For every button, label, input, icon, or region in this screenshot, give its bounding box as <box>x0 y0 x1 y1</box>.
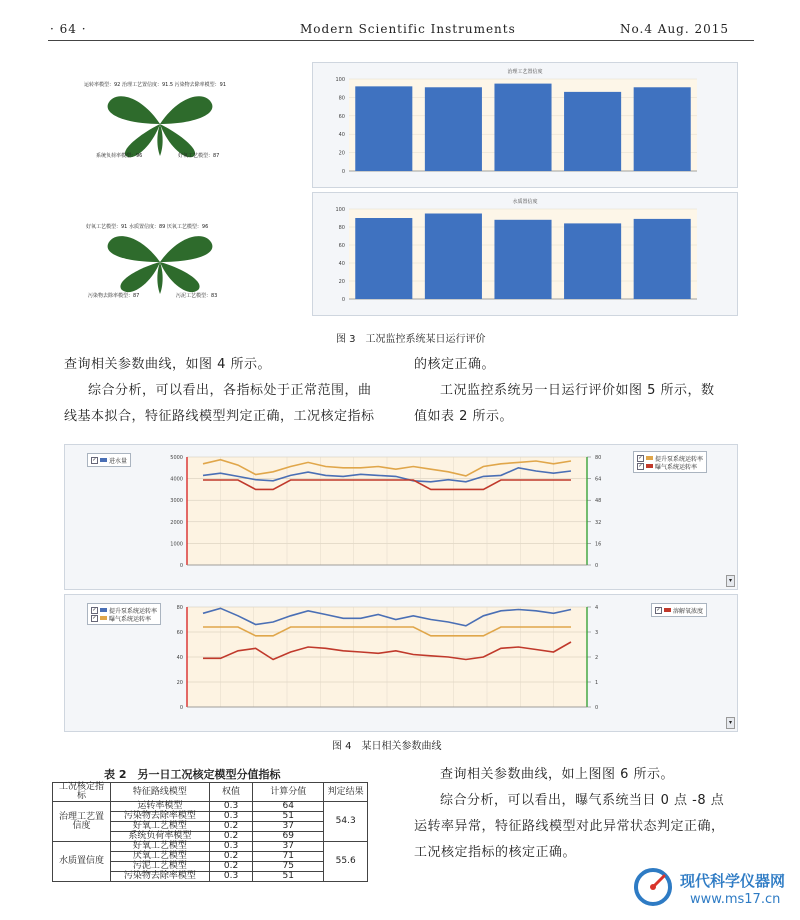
line-chart-panel-1 <box>64 444 738 590</box>
y-tick-label-right: 64 <box>595 476 602 483</box>
th-score: 计算分值 <box>253 783 324 802</box>
legend-checkbox[interactable]: ✓ <box>638 462 643 469</box>
bar <box>494 84 551 171</box>
y-tick-label-left: 80 <box>176 605 183 611</box>
y-tick-label-right: 2 <box>595 655 599 661</box>
group-result: 54.3 <box>324 802 368 842</box>
para-bottom-4: 工况核定指标的核定正确。 <box>414 845 577 860</box>
bar-chart-2 <box>313 193 737 315</box>
y-tick-label: 20 <box>338 279 345 285</box>
fig4-caption: 图 4 某日相关参数曲线 <box>332 741 442 752</box>
cell-score: 69 <box>253 832 324 842</box>
cell-score: 51 <box>253 872 324 882</box>
cell-weight: 0.2 <box>209 822 252 832</box>
y-tick-label-right: 1 <box>595 680 599 686</box>
scroll-down-arrow[interactable]: ▾ <box>726 575 735 587</box>
th-indicator: 工况核定指标 <box>53 783 111 802</box>
bar-chart-panel-2 <box>312 192 738 316</box>
y-tick-label: 100 <box>335 77 345 83</box>
cell-score: 51 <box>253 812 324 822</box>
bar <box>425 87 482 171</box>
cell-model: 好氧工艺模型 <box>110 822 209 832</box>
watermark-logo-icon <box>632 866 674 908</box>
clover1-bottom-right-label: 好氧工艺模型：87 <box>178 153 220 159</box>
y-tick-label-left: 3000 <box>170 498 183 505</box>
table2 <box>52 782 368 882</box>
y-tick-label: 80 <box>338 225 345 231</box>
clover2-icon <box>100 230 220 296</box>
bar <box>355 218 412 299</box>
y-tick-label-left: 20 <box>176 680 183 686</box>
legend-checkbox[interactable]: ✓ <box>656 606 661 613</box>
bar <box>425 214 482 300</box>
y-tick-label: 60 <box>338 243 345 249</box>
cell-model: 运转率模型 <box>110 802 209 812</box>
table2-title: 表 2 另一日工况核定模型分值指标 <box>104 768 281 781</box>
y-tick-label-left: 0 <box>179 563 183 569</box>
chart-title: 水质置信度 <box>512 199 538 205</box>
para-right-1: 的核定正确。 <box>414 357 496 372</box>
cell-score: 37 <box>253 822 324 832</box>
line1-legend-left: ✓ 进水量 <box>87 453 131 467</box>
bar <box>634 87 691 171</box>
line1-legend-right: ✓ 提升泵系统运转率 ✓ 曝气系统运转率 <box>633 451 707 473</box>
clover2-bottom-right-label: 污泥工艺模型：83 <box>176 293 218 299</box>
para-right-2: 工况监控系统另一日运行评价如图 5 所示，数 <box>440 383 715 398</box>
cell-weight: 0.2 <box>209 832 252 842</box>
para-bottom-3: 运转率异常，特征路线模型对此异常状态判定正确， <box>414 819 725 834</box>
legend-checkbox[interactable]: ✓ <box>92 614 97 621</box>
y-tick-label-right: 80 <box>595 455 602 461</box>
clover1-top-label: 运转率模型：92 治理工艺置信度：91.5 污染物去除率模型：91 <box>84 82 227 88</box>
fig3-caption: 图 3 工况监控系统某日运行评价 <box>336 334 486 345</box>
y-tick-label-right: 32 <box>595 519 602 526</box>
cell-model: 污泥工艺模型 <box>110 862 209 872</box>
cell-score: 75 <box>253 862 324 872</box>
cell-weight: 0.2 <box>209 852 252 862</box>
y-tick-label-left: 40 <box>176 655 183 661</box>
para-right-3: 值如表 2 所示。 <box>414 409 514 424</box>
bar <box>564 92 621 171</box>
legend-checkbox[interactable]: ✓ <box>638 454 643 461</box>
watermark-name: 现代科学仪器网 <box>680 872 786 890</box>
y-tick-label-left: 2000 <box>170 519 183 526</box>
bar <box>355 86 412 171</box>
page-number: · 64 · <box>50 22 87 36</box>
y-tick-label-right: 16 <box>595 541 602 548</box>
cell-score: 71 <box>253 852 324 862</box>
y-tick-label-right: 4 <box>595 605 599 611</box>
para-left-1: 查询相关参数曲线，如图 4 所示。 <box>64 357 272 372</box>
line-chart-2 <box>65 595 737 731</box>
para-bottom-1: 查询相关参数曲线，如上图图 6 所示。 <box>440 767 675 782</box>
cell-weight: 0.3 <box>209 812 252 822</box>
bar <box>634 219 691 299</box>
line2-legend-left: ✓ 提升泵系统运转率 ✓ 曝气系统运转率 <box>87 603 161 625</box>
table-row <box>53 802 368 812</box>
y-tick-label: 80 <box>338 95 345 102</box>
clover1-icon <box>100 88 220 158</box>
cell-weight: 0.3 <box>209 872 252 882</box>
bar <box>494 220 551 299</box>
cell-model: 厌氧工艺模型 <box>110 852 209 862</box>
legend-checkbox[interactable]: ✓ <box>92 456 97 463</box>
cell-model: 污染物去除率模型 <box>110 812 209 822</box>
chart-title: 治理工艺置信度 <box>507 69 543 75</box>
bar-chart-panel-1 <box>312 62 738 188</box>
cell-model: 系统负荷率模型 <box>110 832 209 842</box>
th-model: 特征路线模型 <box>110 783 209 802</box>
cell-score: 37 <box>253 842 324 852</box>
clover1-bottom-left-label: 系统负荷率模型：96 <box>96 153 143 159</box>
y-tick-label-left: 5000 <box>170 455 183 461</box>
para-left-2: 综合分析，可以看出，各指标处于正常范围，曲 <box>88 383 372 398</box>
y-tick-label-right: 3 <box>595 630 599 636</box>
cell-score: 64 <box>253 802 324 812</box>
y-tick-label-left: 0 <box>179 705 183 711</box>
header-rule <box>48 40 754 41</box>
legend-checkbox[interactable]: ✓ <box>92 606 97 613</box>
line2-legend-right: ✓ 溶解氧浓度 <box>651 603 707 617</box>
th-result: 判定结果 <box>324 783 368 802</box>
th-weight: 权值 <box>209 783 252 802</box>
y-tick-label-left: 4000 <box>170 476 183 483</box>
y-tick-label-left: 1000 <box>170 541 183 548</box>
line-chart-panel-2 <box>64 594 738 732</box>
bar-chart-1 <box>313 63 737 187</box>
group-name: 治理工艺置信度 <box>53 802 111 842</box>
cell-weight: 0.3 <box>209 802 252 812</box>
cell-weight: 0.2 <box>209 862 252 872</box>
watermark-url: www.ms17.cn <box>690 892 781 907</box>
y-tick-label: 20 <box>338 150 345 157</box>
journal-title: Modern Scientific Instruments <box>300 22 516 36</box>
y-tick-label-right: 0 <box>595 705 599 711</box>
clover2-bottom-left-label: 污染物去除率模型：87 <box>88 293 140 299</box>
scroll-down-arrow[interactable]: ▾ <box>726 717 735 729</box>
cell-weight: 0.3 <box>209 842 252 852</box>
issue-info: No.4 Aug. 2015 <box>620 22 730 36</box>
para-bottom-2: 综合分析，可以看出，曝气系统当日 0 点 -8 点 <box>440 793 725 808</box>
y-tick-label: 60 <box>338 113 345 120</box>
para-left-3: 线基本拟合，特征路线模型判定正确，工况核定指标 <box>64 409 375 424</box>
bar <box>564 223 621 299</box>
cell-model: 污染物去除率模型 <box>110 872 209 882</box>
clover2-top-label: 好氧工艺模型：91 水质置信度：89 厌氧工艺模型：96 <box>86 224 209 230</box>
table-row <box>53 842 368 852</box>
y-tick-label: 0 <box>341 297 345 303</box>
group-result: 55.6 <box>324 842 368 882</box>
y-tick-label: 0 <box>341 169 345 175</box>
y-tick-label: 100 <box>335 207 345 213</box>
y-tick-label-left: 60 <box>176 630 183 636</box>
cell-model: 好氧工艺模型 <box>110 842 209 852</box>
y-tick-label: 40 <box>338 132 345 139</box>
y-tick-label: 40 <box>338 261 345 267</box>
group-name: 水质置信度 <box>53 842 111 882</box>
y-tick-label-right: 0 <box>595 563 599 569</box>
y-tick-label-right: 48 <box>595 498 602 505</box>
